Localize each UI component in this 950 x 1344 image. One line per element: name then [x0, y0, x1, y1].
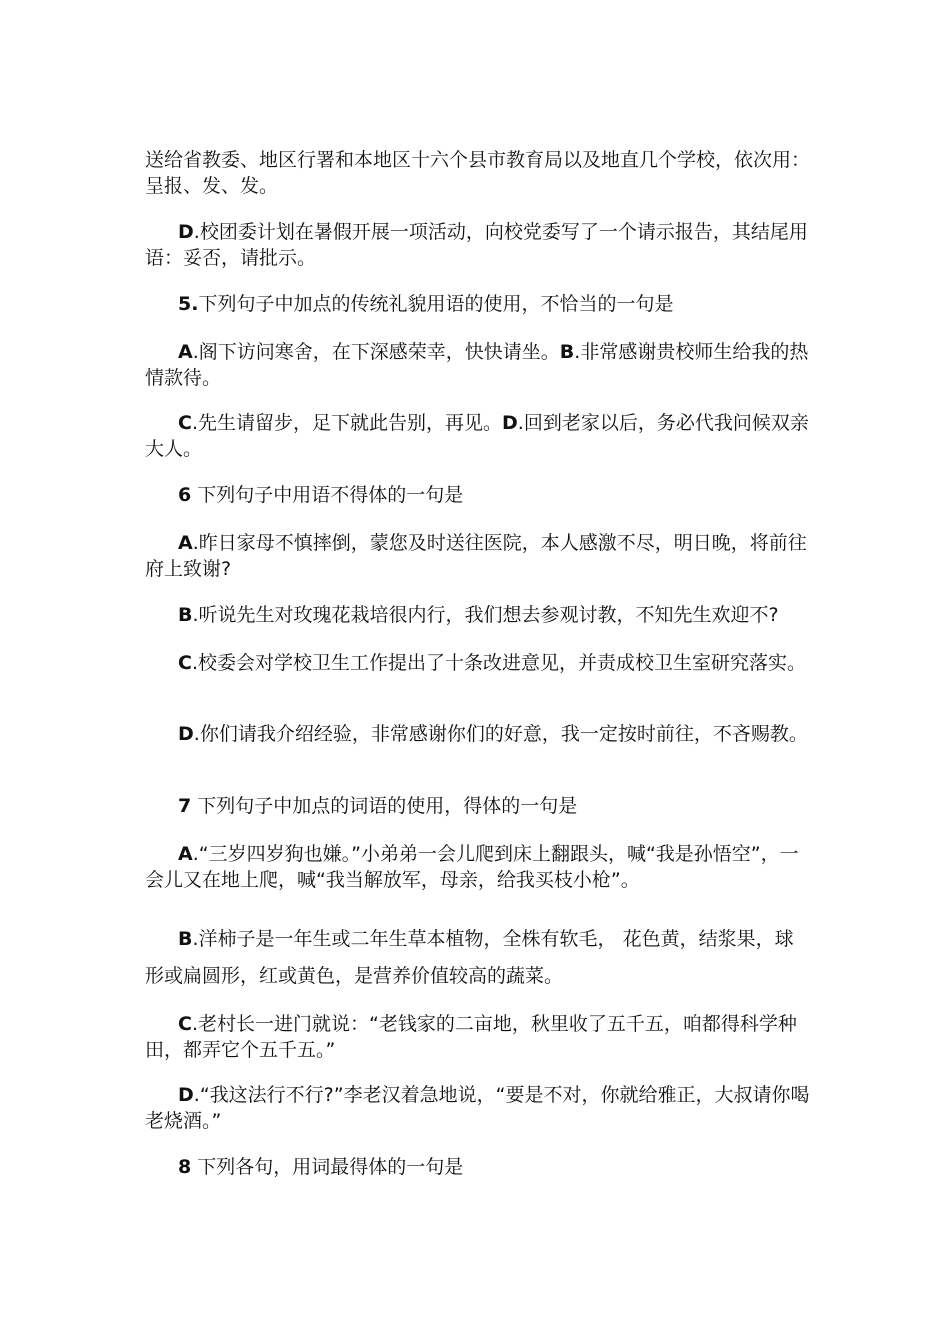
question-8	[145, 1154, 810, 1180]
options-ab-q5	[145, 339, 810, 391]
option-text: 先生请留步，足下就此告别，再见。	[198, 412, 503, 434]
option-text: 你们请我介绍经验，非常感谢你们的好意，我一定按时前往，不吝赐教。	[199, 723, 808, 745]
option-label: C	[178, 412, 192, 434]
option-text: 昨日家母不慎摔倒，蒙您及时送往医院，本人感激不尽，明日晚，将前往府上致谢?	[145, 532, 807, 580]
option-text: “三岁四岁狗也嫌。”小弟弟一会儿爬到床上翻跟头，喊“我是孙悟空”，一会儿又在地上爬，喊“我当解放军，母亲，给我买枝小枪”。	[145, 843, 799, 891]
option-text: 非常感谢贵校师生给我的热情款待。	[145, 341, 809, 389]
option-d-q4	[145, 219, 810, 271]
option-separator: .	[192, 341, 199, 363]
option-separator: .	[191, 412, 198, 434]
option-label: B	[559, 341, 575, 363]
option-label: B	[178, 928, 193, 950]
options-cd-q5	[145, 410, 810, 462]
option-separator: .	[191, 1013, 198, 1035]
option-separator: .	[193, 723, 200, 745]
option-separator: .	[574, 341, 581, 363]
option-separator: .	[193, 221, 200, 243]
option-label: D	[178, 221, 194, 243]
option-text: “我这法行不行?”李老汉着急地说，“要是不对，你就给雅正，大叔请你喝老烧酒。”	[145, 1084, 810, 1132]
option-label: C	[178, 652, 192, 674]
paragraph-continuation	[145, 147, 810, 199]
question-text: 下列句子中用语不得体的一句是	[197, 484, 464, 506]
option-a-q7	[145, 841, 810, 893]
option-a-q6	[145, 530, 810, 582]
option-separator: .	[517, 412, 524, 434]
option-separator: .	[192, 928, 199, 950]
option-separator: .	[193, 1084, 200, 1106]
option-label: A	[178, 532, 193, 554]
option-d-q6	[145, 721, 810, 747]
option-separator: .	[191, 652, 198, 674]
option-label: D	[178, 1084, 194, 1106]
option-c-q7	[145, 1011, 810, 1063]
option-b-q6	[145, 602, 810, 628]
option-separator: .	[192, 532, 199, 554]
question-number: 8	[178, 1156, 192, 1178]
option-label: D	[502, 412, 518, 434]
option-text: 听说先生对玫瑰花栽培很内行，我们想去参观讨教，不知先生欢迎不?	[198, 604, 779, 626]
question-text: 下列句子中加点的传统礼貌用语的使用，不恰当的一句是	[198, 293, 674, 315]
option-b-q7	[145, 921, 810, 995]
question-6	[145, 482, 810, 508]
option-c-q6	[145, 650, 810, 676]
question-text: 下列句子中加点的词语的使用，得体的一句是	[197, 795, 578, 817]
question-5	[145, 291, 810, 317]
option-text: 老村长一进门就说：“老钱家的二亩地，秋里收了五千五，咱都得科学种田，都弄它个五千五。”	[145, 1013, 797, 1061]
option-label: B	[178, 604, 193, 626]
option-text: 校团委计划在暑假开展一项活动，向校党委写了一个请示报告，其结尾用语：妥否，请批示。	[145, 221, 808, 269]
option-text: 回到老家以后，务必代我问候双亲大人。	[145, 412, 809, 460]
question-7	[145, 793, 810, 819]
option-label: A	[178, 341, 193, 363]
option-d-q7	[145, 1082, 810, 1134]
option-label: C	[178, 1013, 192, 1035]
option-separator: .	[192, 843, 199, 865]
option-label: A	[178, 843, 193, 865]
question-number: 7	[178, 795, 192, 817]
question-number: 6	[178, 484, 192, 506]
option-text: 洋柿子是一年生或二年生草本植物，全株有软毛， 花色黄，结浆果，球形或扁圆形，红或黄色，是营养价值较高的蔬菜。	[145, 928, 794, 987]
option-separator: .	[192, 604, 199, 626]
option-label: D	[178, 723, 194, 745]
option-text: 校委会对学校卫生工作提出了十条改进意见，并责成校卫生室研究落实。	[198, 652, 807, 674]
option-text: 阁下访问寒舍，在下深感荣幸，快快请坐。	[198, 341, 560, 363]
paragraph-text: 送给省教委、地区行署和本地区十六个县市教育局以及地直几个学校，依次用：呈报、发、发。	[145, 149, 811, 197]
question-number: 5.	[178, 293, 199, 315]
question-text: 下列各句，用词最得体的一句是	[197, 1156, 464, 1178]
